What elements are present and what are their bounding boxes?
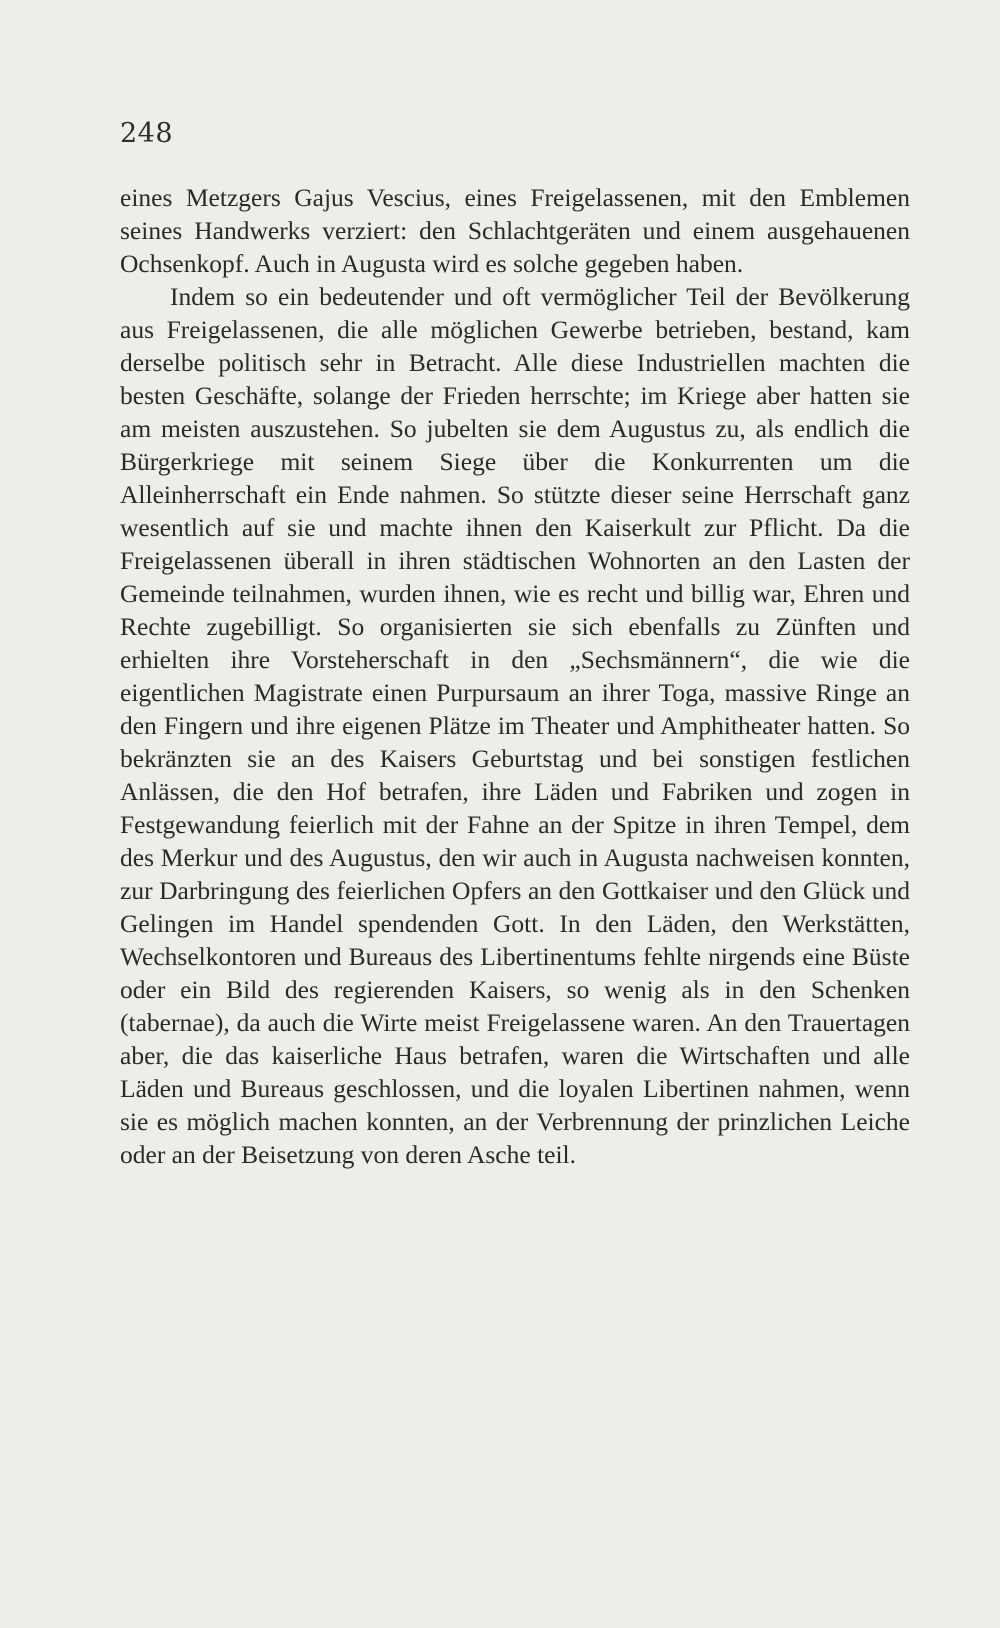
body-text <box>120 181 910 1171</box>
paragraph-2: Indem so ein bedeutender und oft vermöglicher Teil der Bevölkerung aus Freigelassenen, die alle möglichen Gewerbe betrieben, bestand, kam derselbe politisch sehr in Betracht. Alle diese Industriellen machten die besten Geschäfte, solange der Frieden herrschte; im Kriege aber hatten sie am meisten auszustehen. So jubelten sie dem Augustus zu, als endlich die Bürgerkriege mit seinem Siege über die Konkurrenten um die Alleinherrschaft ein Ende nahmen. So stützte dieser seine Herrschaft ganz wesentlich auf sie und machte ihnen den Kaiserkult zur Pflicht. Da die Freigelassenen überall in ihren städtischen Wohnorten an den Lasten der Gemeinde teilnahmen, wurden ihnen, wie es recht und billig war, Ehren und Rechte zugebilligt. So organisierten sie sich ebenfalls zu Zünften und erhielten ihre Vorsteherschaft in den „Sechsmännern“, die wie die eigentlichen Magistrate einen Purpursaum an ihrer Toga, massive Ringe an den Fingern und ihre eigenen Plätze im Theater und Amphitheater hatten. So bekränzten sie an des Kaisers Geburtstag und bei sonstigen festlichen Anlässen, die den Hof betrafen, ihre Läden und Fabriken und zogen in Festgewandung feierlich mit der Fahne an der Spitze in ihren Tempel, dem des Merkur und des Augustus, den wir auch in Augusta nachweisen konnten, zur Darbringung des feierlichen Opfers an den Gottkaiser und den Glück und Gelingen im Handel spendenden Gott. In den Läden, den Werkstätten, Wechselkontoren und Bureaus des Libertinentums fehlte nirgends eine Büste oder ein Bild des regierenden Kaisers, so wenig als in den Schenken (tabernae), da auch die Wirte meist Freigelassene waren. An den Trauertagen aber, die das kaiserliche Haus betrafen, waren die Wirtschaften und alle Läden und Bureaus geschlossen, und die loyalen Libertinen nahmen, wenn sie es möglich machen konnten, an der Verbrennung der prinzlichen Leiche oder an der Beisetzung von deren Asche teil. <box>120 282 910 1169</box>
paragraph-1: eines Metzgers Gajus Vescius, eines Freigelassenen, mit den Emblemen seines Handwerks verziert: den Schlachtgeräten und einem ausgehauenen Ochsenkopf. Auch in Augusta wird es solche gegeben haben. <box>120 183 910 278</box>
page-number: 248 <box>120 118 174 149</box>
